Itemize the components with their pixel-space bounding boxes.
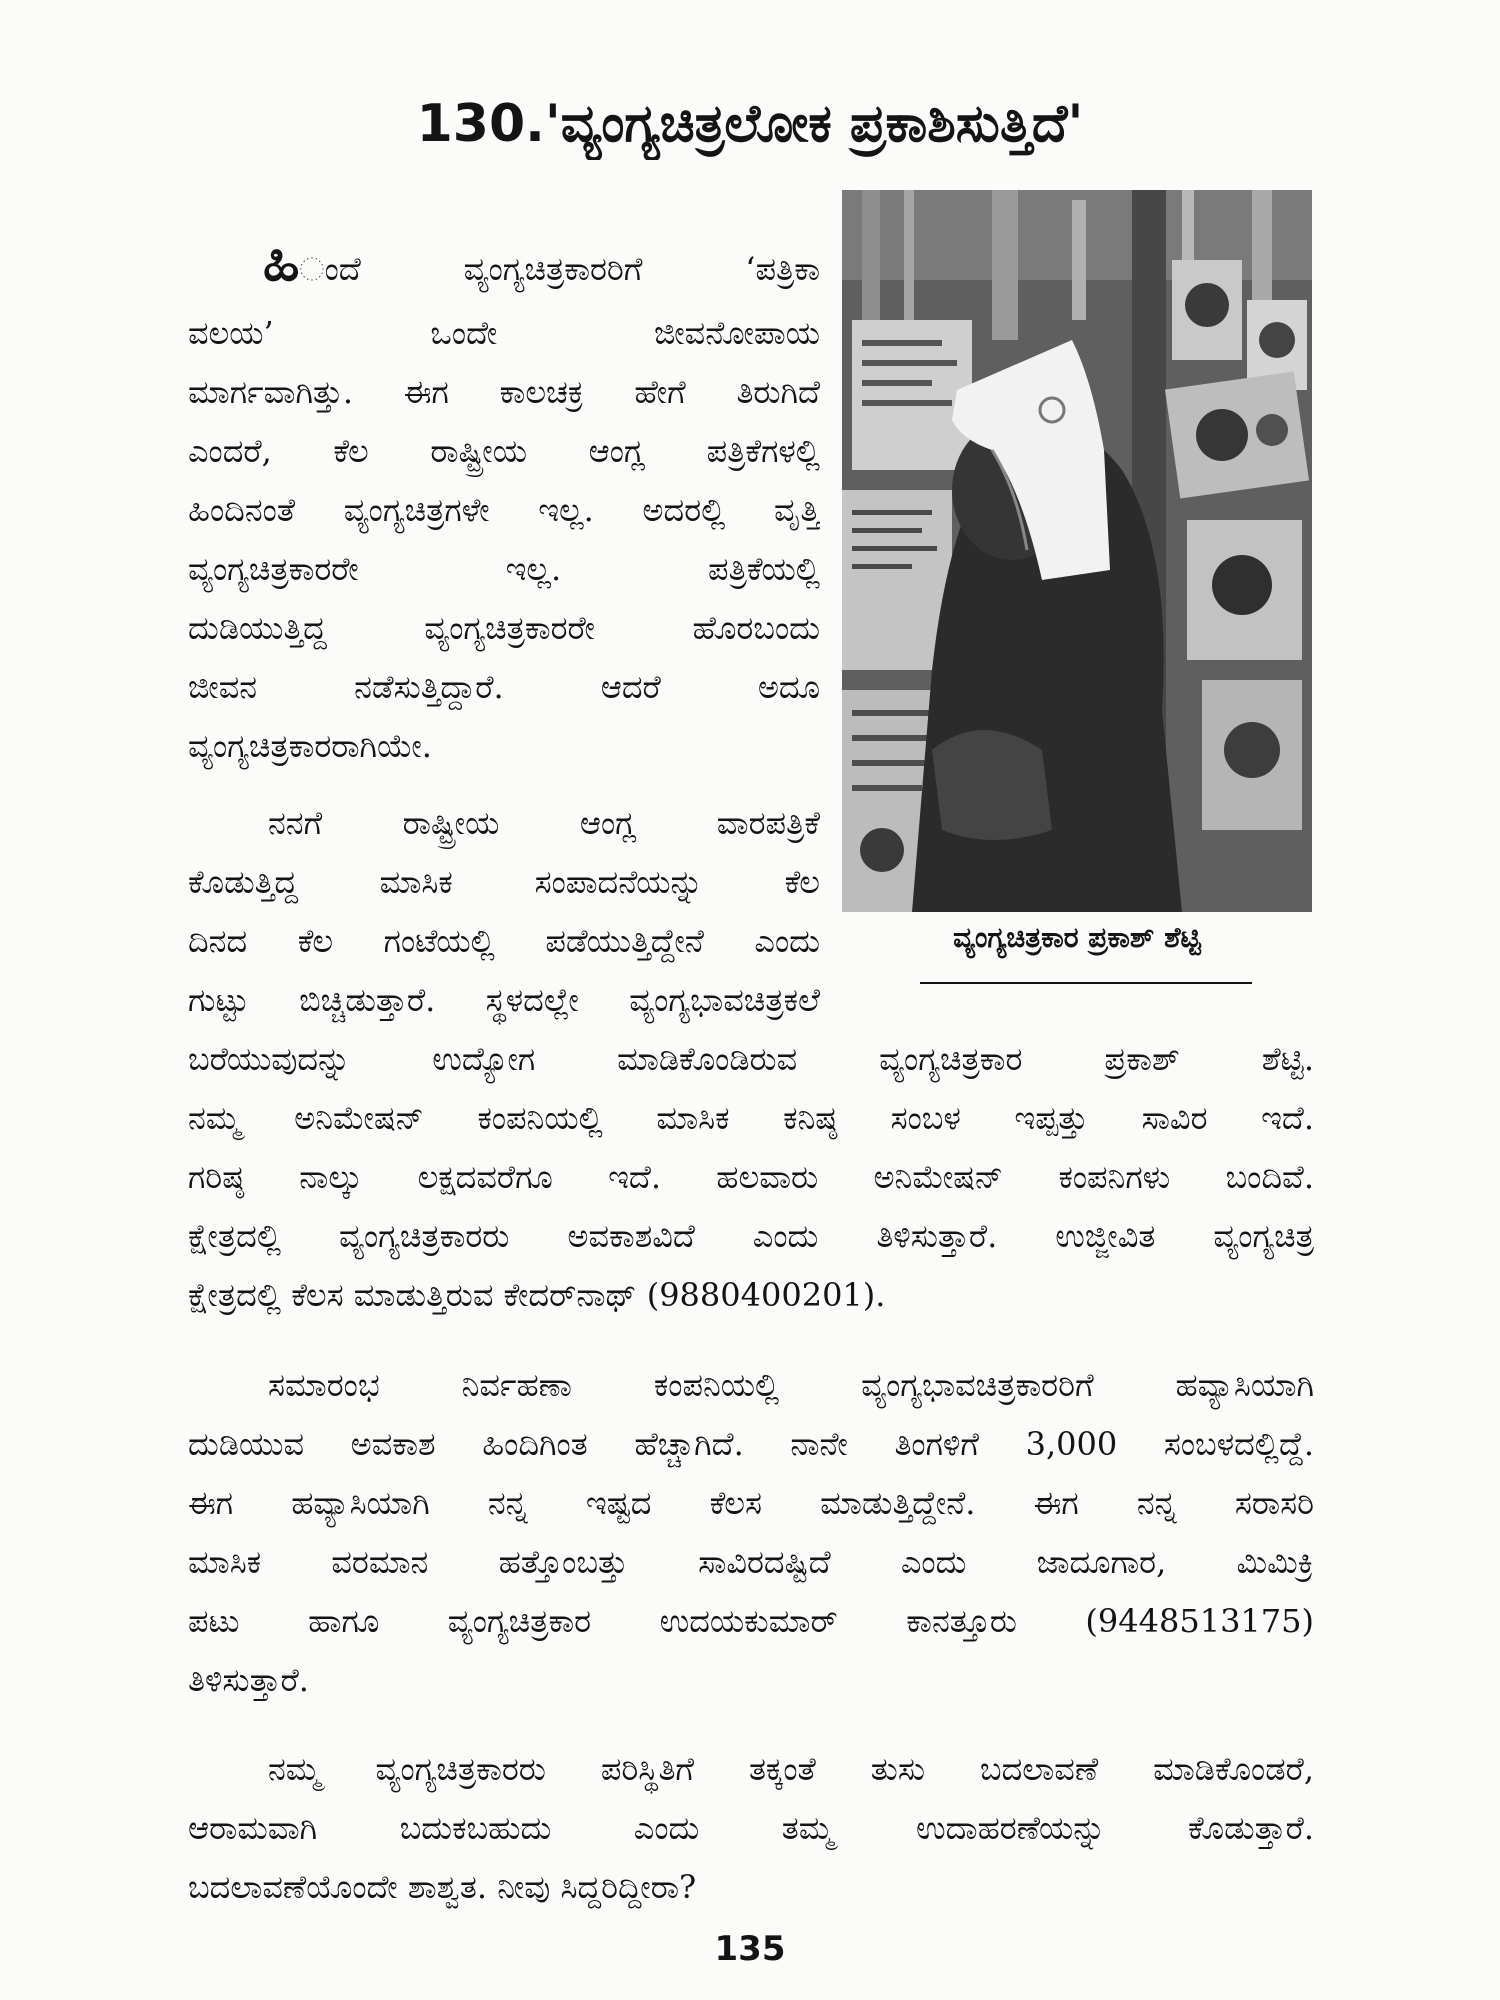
text-line: ದುಡಿಯುತ್ತಿದ್ದ ವ್ಯಂಗ್ಯಚಿತ್ರಕಾರರೇ ಹೊರಬಂದು — [188, 609, 820, 647]
text-line: ನಮ್ಮ ಅನಿಮೇಷನ್ ಕಂಪನಿಯಲ್ಲಿ ಮಾಸಿಕ ಕನಿಷ್ಠ ಸಂಬಳ ಇಪ್ಪತ್ತು ಸಾವಿರ ಇದೆ. — [188, 1099, 1314, 1137]
page-number: 135 — [714, 1929, 786, 1969]
text-line: ಕೊಡುತ್ತಿದ್ದ ಮಾಸಿಕ ಸಂಪಾದನೆಯನ್ನು ಕೆಲ — [188, 863, 820, 901]
text-line: ಎಂದರೆ, ಕೆಲ ರಾಷ್ಟ್ರೀಯ ಆಂಗ್ಲ ಪತ್ರಿಕೆಗಳಲ್ಲಿ — [188, 432, 820, 470]
text-line: ನಮ್ಮ ವ್ಯಂಗ್ಯಚಿತ್ರಕಾರರು ಪರಿಸ್ಥಿತಿಗೆ ತಕ್ಕಂತೆ ತುಸು ಬದಲಾವಣೆ ಮಾಡಿಕೊಂಡರೆ, — [268, 1750, 1314, 1788]
text-line: ಮಾಸಿಕ ವರಮಾನ ಹತ್ತೊಂಬತ್ತು ಸಾವಿರದಷ್ಟಿದೆ ಎಂದು ಜಾದೂಗಾರ, ಮಿಮಿಕ್ರಿ — [188, 1543, 1314, 1581]
text-line — [188, 220, 820, 304]
text-line: ಹಿಂದಿನಂತೆ ವ್ಯಂಗ್ಯಚಿತ್ರಗಳೇ ಇಲ್ಲ. ಅದರಲ್ಲಿ ವೃತ್ತಿ — [188, 491, 820, 529]
text-line: ಕ್ಷೇತ್ರದಲ್ಲಿ ಕೆಲಸ ಮಾಡುತ್ತಿರುವ ಕೇದರ್‌ನಾಥ್ (9880400201). — [188, 1276, 886, 1314]
text-line: ದುಡಿಯುವ ಅವಕಾಶ ಹಿಂದಿಗಿಂತ ಹೆಚ್ಚಾಗಿದೆ. ನಾನೇ ತಿಂಗಳಿಗೆ 3,000 ಸಂಬಳದಲ್ಲಿದ್ದೆ. — [188, 1425, 1314, 1463]
line-text: ಂದೆ ವ್ಯಂಗ್ಯಚಿತ್ರಕಾರರಿಗೆ ‘ಪತ್ರಿಕಾ — [299, 250, 820, 288]
text-line: ಬರೆಯುವುದನ್ನು ಉದ್ಯೋಗ ಮಾಡಿಕೊಂಡಿರುವ ವ್ಯಂಗ್ಯಚಿತ್ರಕಾರ ಪ್ರಕಾಶ್ ಶೆಟ್ಟಿ. — [188, 1040, 1314, 1078]
text-line: ಆರಾಮವಾಗಿ ಬದುಕಬಹುದು ಎಂದು ತಮ್ಮ ಉದಾಹರಣೆಯನ್ನು ಕೊಡುತ್ತಾರೆ. — [188, 1809, 1314, 1847]
text-line: ಕ್ಷೇತ್ರದಲ್ಲಿ ವ್ಯಂಗ್ಯಚಿತ್ರಕಾರರು ಅವಕಾಶವಿದೆ ಎಂದು ತಿಳಿಸುತ್ತಾರೆ. ಉಜ್ಜೀವಿತ ವ್ಯಂಗ್ಯಚಿತ್ರ — [188, 1217, 1314, 1255]
article-body — [188, 220, 1314, 1917]
text-line: ವಲಯ’ ಒಂದೇ ಜೀವನೋಪಾಯ — [188, 314, 820, 352]
photo-caption: ವ್ಯಂಗ್ಯಚಿತ್ರಕಾರ ಪ್ರಕಾಶ್ ಶೆಟ್ಟಿ — [953, 921, 1201, 954]
drop-cap: ಹಿ — [263, 231, 300, 293]
text-line: ಜೀವನ ನಡೆಸುತ್ತಿದ್ದಾರೆ. ಆದರೆ ಅದೂ — [188, 668, 820, 706]
text-line: ಪಟು ಹಾಗೂ ವ್ಯಂಗ್ಯಚಿತ್ರಕಾರ ಉದಯಕುಮಾರ್ ಕಾನತ್ತೂರು (9448513175) — [188, 1602, 1314, 1640]
text-line: ತಿಳಿಸುತ್ತಾರೆ. — [188, 1661, 309, 1699]
text-line: ಬದಲಾವಣೆಯೊಂದೇ ಶಾಶ್ವತ. ನೀವು ಸಿದ್ದರಿದ್ದೀರಾ? — [188, 1868, 697, 1906]
text-line: ಸಮಾರಂಭ ನಿರ್ವಹಣಾ ಕಂಪನಿಯಲ್ಲಿ ವ್ಯಂಗ್ಯಭಾವಚಿತ್ರಕಾರರಿಗೆ ಹವ್ಯಾಸಿಯಾಗಿ — [268, 1366, 1314, 1404]
page-title: 130.'ವ್ಯಂಗ್ಯಚಿತ್ರಲೋಕ ಪ್ರಕಾಶಿಸುತ್ತಿದೆ' — [416, 94, 1084, 154]
text-line: ಈಗ ಹವ್ಯಾಸಿಯಾಗಿ ನನ್ನ ಇಷ್ಟದ ಕೆಲಸ ಮಾಡುತ್ತಿದ್ದೇನೆ. ಈಗ ನನ್ನ ಸರಾಸರಿ — [188, 1484, 1314, 1522]
text-line: ಮಾರ್ಗವಾಗಿತ್ತು. ಈಗ ಕಾಲಚಕ್ರ ಹೇಗೆ ತಿರುಗಿದೆ — [188, 373, 820, 411]
text-line: ಗರಿಷ್ಠ ನಾಲ್ಕು ಲಕ್ಷದವರೆಗೂ ಇದೆ. ಹಲವಾರು ಅನಿಮೇಷನ್ ಕಂಪನಿಗಳು ಬಂದಿವೆ. — [188, 1158, 1314, 1196]
text-line: ವ್ಯಂಗ್ಯಚಿತ್ರಕಾರರೇ ಇಲ್ಲ. ಪತ್ರಿಕೆಯಲ್ಲಿ — [188, 550, 820, 588]
text-line: ನನಗೆ ರಾಷ್ಟ್ರೀಯ ಆಂಗ್ಲ ವಾರಪತ್ರಿಕೆ — [268, 804, 820, 842]
text-line: ಗುಟ್ಟು ಬಿಚ್ಚಿಡುತ್ತಾರೆ. ಸ್ಥಳದಲ್ಲೇ ವ್ಯಂಗ್ಯಭಾವಚಿತ್ರಕಲೆ — [188, 981, 820, 1019]
text-line: ದಿನದ ಕೆಲ ಗಂಟೆಯಲ್ಲಿ ಪಡೆಯುತ್ತಿದ್ದೇನೆ ಎಂದು — [188, 922, 820, 960]
text-line: ವ್ಯಂಗ್ಯಚಿತ್ರಕಾರರಾಗಿಯೇ. — [188, 727, 432, 765]
